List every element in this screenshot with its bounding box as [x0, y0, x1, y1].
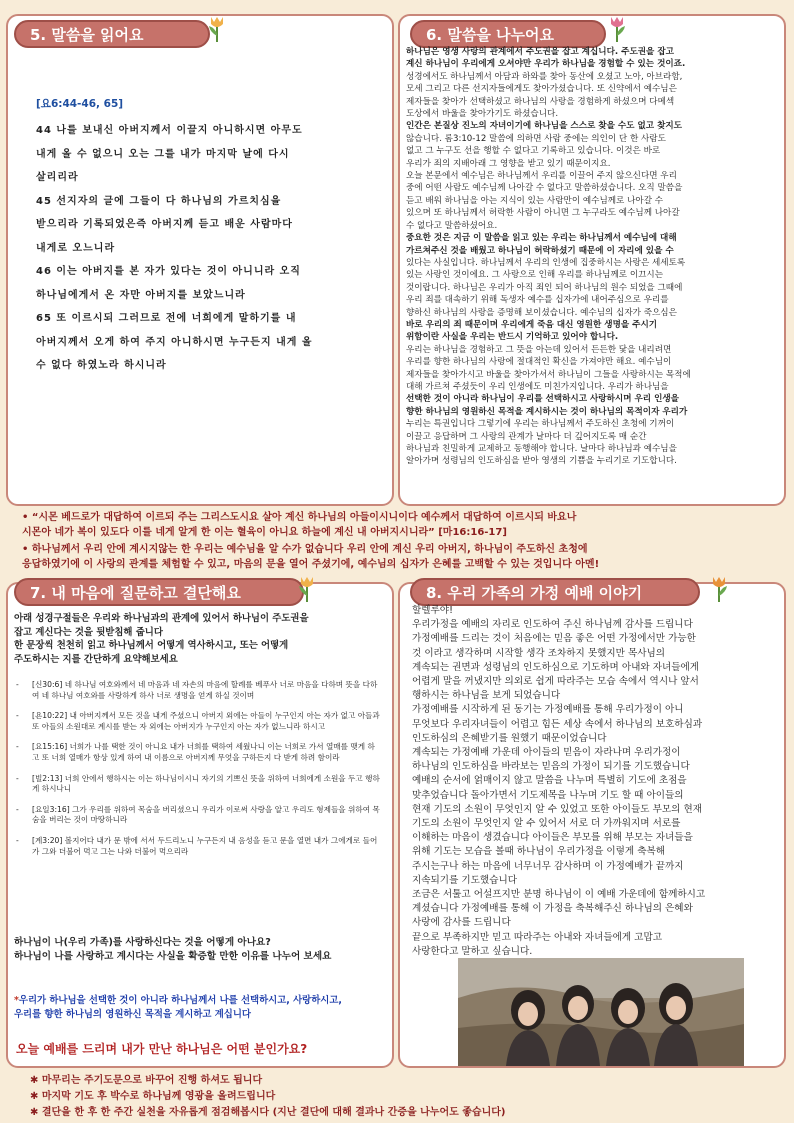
verse-line: 44 나를 보내신 아버지께서 이끌지 아니하시면 아무도	[36, 125, 303, 136]
testimony-line: 지속되기를 기도했습니다	[412, 874, 517, 886]
reflection-line: 제자들을 찾아가 선택하셨고 하나님의 사랑을 경험하게 하셨으며 다메섹	[406, 96, 675, 107]
reflection-line: 우리 죄를 대속하기 위해 독생자 예수를 십자가에 내어주심으로 우리를	[406, 295, 669, 306]
reflection-line: 수 없다고 말씀하셨어요.	[406, 220, 498, 231]
bullet-dash: -	[16, 711, 19, 721]
verse-ref: 빌2:13	[34, 773, 60, 783]
testimony-line: 어렵게 말을 꺼냈지만 의외로 쉽게 따라주는 모습 속에서 역시나 앞서	[412, 676, 699, 688]
reflection-line: 위함이란 사실을 우리는 반드시 기억하고 있어야 합니다.	[406, 332, 619, 343]
section7-title: 7. 내 마음에 질문하고 결단해요	[14, 578, 304, 606]
testimony-line: 사랑에 감사를 드립니다	[412, 917, 511, 929]
verse-summary-item	[16, 742, 382, 763]
reflection-line: 없고 그 누구도 선을 행할 수 없다고 기록하고 있습니다. 이것은 바로	[406, 146, 661, 157]
testimony-line: 계속되는 권면과 성령님의 인도하심으로 기도하며 아내와 자녀들에게	[412, 661, 700, 673]
reflection-line: 우리가 죄의 지배아래 그 영향을 받고 있기 때문이지요.	[406, 158, 611, 169]
scripture-passage	[36, 96, 356, 378]
testimony-line: 끝으로 부족하지만 믿고 따라주는 아내와 자녀들에게 고맙고	[412, 931, 662, 943]
reflection-line: 이끌고 응답하며 그 사랑의 관계가 날마다 더 깊어지도록 매 순간	[406, 431, 647, 442]
reflection-line: 계신 하나님이 우리에게 오셔야만 우리가 하나님을 경험할 수 있는 것이죠.	[406, 59, 686, 70]
tulip-icon	[296, 574, 318, 604]
verse-summary-text: [빌2:13] 너희 안에서 행하시는 이는 하나님이시니 자기의 기쁘신 뜻을 위하여 너희에게 소원을 두고 행하게 하시나니	[32, 773, 380, 794]
reflection-line: 누리는 특권입니다 그렇기에 우리는 하나님께서 주도하신 초청에 기꺼이	[406, 419, 675, 430]
verse-text: 그가 우리를 위하여 목숨을 버리셨으니 우리가 이로써 사랑을 알고 우리도 형제들을 위하여 목숨을 버리는 것이 마땅하니라	[32, 804, 380, 825]
section7-intro	[14, 612, 386, 666]
reflection-line: 우리는 하나님을 경험하고 그 뜻을 아는데 있어서 든든한 닻을 내리려면	[406, 344, 672, 355]
reflection-line: 인간은 본질상 진노의 자녀이기에 하나님을 스스로 찾을 수도 없고 찾지도	[406, 121, 682, 132]
reflection-line: 성경에서도 하나님께서 아담과 하와를 찾아 동산에 오셨고 노아, 아브라함,	[406, 71, 683, 82]
reflection-line: 있으며 또 하나님께서 허락한 사람이 아니면 그 누구라도 예수님께 나아갈	[406, 208, 680, 219]
intro-line: 한 문장씩 천천히 읽고 하나님께서 어떻게 역사하시고, 또는 어떻게	[14, 640, 289, 652]
section8-body	[412, 604, 778, 959]
verse-text: 너희가 나를 택한 것이 아니요 내가 너희를 택하여 세웠나니 이는 너희로 가서 열매를 맺게 하고 또 너희 열매가 항상 있게 하여 내 이름으로 아버지께 무엇을 구하든지 다 받게 하려 함이라	[32, 742, 375, 762]
verse-summary-text: [욘10:22] 내 아버지께서 모든 것을 내게 주셨으니 아버지 외에는 아들이 누구인지 아는 자가 없고 아들과 또 아들의 소원대로 계시를 받는 자 외에는 아버지가 누구인지 아는 자가 없느니라 하시고	[32, 711, 380, 731]
bible-quote-line-2: 시몬아 네가 복이 있도다 이를 네게 알게 한 이는 혈육이 아니요 하늘에 계신 내 아버지시니라” [마16:16-17]	[22, 527, 507, 538]
testimony-line: 기도의 소원이 무엇인지 알 수 있어서 서로 더 가까워지며 서로를	[412, 818, 681, 830]
verse-line: 받으리라 기록되었은즉 아버지께 듣고 배운 사람마다	[36, 219, 293, 230]
reflection-line: 하나님과 친밀하게 교제하고 동행해야 합니다. 날마다 하나님과 예수님을	[406, 444, 677, 454]
footer-note-1: ✱ 마무리는 주기도문으로 바꾸어 진행 하셔도 됩니다	[30, 1075, 263, 1086]
verse-line: 45 선지자의 글에 그들이 다 하나님의 가르치심을	[36, 195, 282, 207]
note-line: 우리를 향한 하나님의 영원하신 목적을 계시하고 계십니다	[14, 1008, 251, 1020]
bullet-dash: -	[16, 835, 19, 845]
testimony-line: 무엇보다 우리자녀들이 어렵고 힘든 세상 속에서 하나님의 보호하심과	[412, 718, 703, 730]
testimony-line: 현재 기도의 소원이 무엇인지 알 수 있었고 또한 아이들도 부모의 현재	[412, 803, 702, 815]
verse-text: 네 하나님 여호와께서 네 마음과 네 자손의 마음에 할례를 베푸사 너로 마음을 다하며 뜻을 다하여 네 하나님 여호와를 사랑하게 하사 너로 생명을 얻게 하실 것이며	[32, 680, 378, 700]
summary-line-2: 응답하였기에 이 사랑의 관계를 체험할 수 있고, 마음의 문을 열어 주셨기에, 예수님의 십자가 은혜를 고백할 수 있는 것입니다 아멘!	[22, 559, 600, 570]
question-line: 하나님이 나(우리 가족)를 사랑하신다는 것을 어떻게 아나요?	[14, 937, 271, 948]
tulip-icon	[606, 14, 628, 44]
reflection-line: 알아가며 성령님의 인도하심을 받아 영생의 기쁨을 누리기로 기도합니다.	[406, 456, 677, 467]
question-line: 하나님이 나를 사랑하고 계시다는 사실을 확증할 만한 이유를 나누어 보세요	[14, 951, 332, 962]
verse-line: 살리리라	[36, 172, 79, 183]
verse-summary-item	[16, 836, 382, 857]
verse-ref: 계3:20	[34, 835, 60, 845]
testimony-line: 우리가정을 예배의 자리로 인도하여 주신 하나님께 감사를 드립니다	[412, 619, 693, 631]
verse-line: 아버지께서 오게 하여 주지 아니하시면 누구든지 내게 올	[36, 336, 313, 348]
verse-summary-text: [계3:20] 볼지어다 내가 문 밖에 서서 두드리노니 누구든지 내 음성을 듣고 문을 열면 내가 그에게로 들어가 그와 더불어 먹고 그는 나와 더불어 먹으리라	[32, 835, 378, 856]
verse-text: 볼지어다 내가 문 밖에 서서 두드리노니 누구든지 내 음성을 듣고 문을 열면 내가 그에게로 들어가 그와 더불어 먹고 그는 나와 더불어 먹으리라	[32, 835, 378, 856]
reflection-line: 있다는 사실입니다. 하나님께서 우리의 인생에 집중하시는 사랑은 세세토록	[406, 257, 686, 268]
verse-summary-text: [요일3:16] 그가 우리를 위하여 목숨을 버리셨으니 우리가 이로써 사랑을 알고 우리도 형제들을 위하여 목숨을 버리는 것이 마땅하니라	[32, 804, 380, 825]
verse-line: 내게 올 수 없으니 오는 그를 내가 마지막 날에 다시	[36, 148, 290, 160]
testimony-line: 주시는구나 하는 마음에 너무너무 감사하며 이 가정예배가 끝까지	[412, 860, 684, 872]
reflection-line: 듣고 배워 하나님을 아는 지식이 있는 사람만이 예수님께로 나아갈 수	[406, 195, 664, 206]
reflection-line: 모세 그리고 다른 선지자들에게도 찾아가셨습니다. 또 신약에서 예수님은	[406, 84, 677, 95]
verse-summary-list	[16, 670, 382, 857]
note-star: *	[14, 995, 19, 1006]
tulip-icon	[708, 574, 730, 604]
testimony-line: 예배의 순서에 얽매이지 않고 말씀을 나누며 특별히 기도에 초점을	[412, 775, 687, 787]
reflection-line: 중에 어떤 사람도 예수님께 나아갈 수 없다고 말씀하셨습니다. 오직 말씀을	[406, 183, 683, 194]
section6-body	[406, 46, 782, 468]
section7-note	[14, 994, 386, 1021]
verse-line: 65 또 이르시되 그러므로 전에 너희에게 말하기를 내	[36, 313, 297, 324]
bullet-dash: -	[16, 680, 19, 689]
reflection-line: 바로 우리의 죄 때문이며 우리에게 죽음 대신 영원한 생명을 주시기	[406, 319, 658, 330]
section6-title: 6. 말씀을 나누어요	[410, 20, 606, 48]
testimony-line: 맞추었습니다 돌아가면서 기도제목을 나누며 기도 할 때 아이들의	[412, 789, 684, 801]
bullet-dash: -	[16, 742, 19, 752]
intro-line: 잡고 계신다는 것을 뒷받침해 줍니다	[14, 626, 163, 638]
testimony-line: 계속되는 가정예배 가운데 아이들의 믿음이 자라나며 우리가정이	[412, 747, 681, 759]
testimony-line: 행하시는 하나님을 보게 되었습니다	[412, 690, 561, 702]
reflection-line: 오늘 본문에서 예수님은 하나님께서 우리를 이끌어 주지 않으신다면 우리	[406, 171, 677, 182]
tulip-icon	[206, 14, 228, 44]
verse-summary-text: [요15:16] 너희가 나를 택한 것이 아니요 내가 너희를 택하여 세웠나니 이는 너희로 가서 열매를 맺게 하고 또 너희 열매가 항상 있게 하여 내 이름으로 아버지께 무엇을 구하든지 다 받게 하려 함이라	[32, 742, 375, 762]
testimony-line: 조금은 서툴고 어설프지만 분명 하나님이 이 예배 가운데에 함께하시고	[412, 889, 706, 901]
verse-ref: 욘10:22	[34, 711, 65, 721]
section7-question	[14, 936, 386, 964]
intro-line: 아래 성경구절들은 우리와 하나님과의 관계에 있어서 하나님이 주도권을	[14, 613, 309, 624]
reflection-line: 가르쳐주신 것을 배웠고 하나님이 허락하셨기 때문에 이 자리에 있을 수	[406, 245, 674, 256]
reflection-line: 중요한 것은 지금 이 말씀을 읽고 있는 우리는 하나님께서 예수님에 대해	[406, 233, 677, 244]
summary-line-1: • 하나님께서 우리 안에 계시지않는 한 우리는 예수님을 알 수가 없습니다 우리 안에 계신 우리 아버지, 하나님이 주도하신 초청에	[22, 544, 588, 555]
reflection-line: 하나님은 영생 사랑의 관계에서 주도권을 잡고 계십니다. 주도권을 잡고	[406, 47, 674, 57]
reflection-line: 향하신 하나님의 사랑을 증명해 보이셨습니다. 예수님의 십자가 죽으심은	[406, 307, 677, 318]
testimony-line: 하나님의 인도하심을 바라보는 믿음의 가정이 되기를 기도했습니다	[412, 761, 690, 773]
testimony-line: 사랑한다고 말하고 싶습니다.	[412, 945, 533, 957]
verse-summary-item	[16, 805, 382, 826]
verse-summary-item	[16, 711, 382, 732]
verse-ref: 신30:6	[34, 680, 60, 689]
family-photo	[458, 958, 744, 1066]
reflection-line: 대해 가르쳐 주셨듯이 우리 인생에도 미친가지입니다. 우리가 하나님을	[406, 381, 669, 392]
bullet-dash: -	[16, 773, 19, 783]
intro-line: 주도하시는 지를 간단하게 요약해보세요	[14, 653, 178, 665]
bible-quote-line-1: • “시몬 베드로가 대답하여 이르되 주는 그리스도시요 살아 계신 하나님의 아들이시니이다 예수께서 대답하여 이르시되 바요나	[22, 512, 577, 523]
reflection-line: 것이랍니다. 하나님은 우리가 아직 죄인 되어 하나님의 원수 되었을 그때에	[406, 282, 683, 293]
verse-summary-item	[16, 774, 382, 795]
verse-ref: 요15:16	[34, 742, 65, 752]
footer-note-2: ✱ 마지막 기도 후 박수로 하나님께 영광을 올려드립니다	[30, 1091, 276, 1102]
verse-line: 내게로 오느니라	[36, 242, 116, 254]
section8-title: 8. 우리 가족의 가정 예배 이야기	[410, 578, 700, 606]
note-line: 우리가 하나님을 선택한 것이 아니라 하나님께서 나를 선택하시고, 사랑하시고,	[18, 995, 342, 1006]
verse-text: 너희 안에서 행하시는 이는 하나님이시니 자기의 기쁘신 뜻을 위하여 너희에게 소원을 두고 행하게 하시나니	[32, 773, 380, 794]
testimony-line: 인도하심의 은혜받기를 원했기 때문이었습니다	[412, 732, 607, 744]
verse-line: 수 없다 하였노라 하시니라	[36, 360, 167, 371]
scripture-reference: [요6:44-46, 65]	[36, 98, 124, 110]
reflection-line: 선택한 것이 아니라 하나님이 우리를 선택하시고 사랑하시며 우리 인생을	[406, 394, 679, 405]
section5-title: 5. 말씀을 읽어요	[14, 20, 210, 48]
reflection-line: 있는 사랑인 것이에요. 그 사랑으로 인해 우리를 하나님께로 이끄시는	[406, 270, 664, 281]
verse-text: 내 아버지께서 모든 것을 내게 주셨으니 아버지 외에는 아들이 누구인지 아는 자가 없고 아들과 또 아들의 소원대로 계시를 받는 자 외에는 아버지가 누구인지 아는 자가 없느니라 하시고	[32, 711, 380, 731]
verse-summary-text: [신30:6] 네 하나님 여호와께서 네 마음과 네 자손의 마음에 할례를 베푸사 너로 마음을 다하며 뜻을 다하여 네 하나님 여호와를 사랑하게 하사 너로 생명을 얻게 하실 것이며	[32, 680, 378, 700]
verse-line: 46 이는 아버지를 본 자가 있다는 것이 아니니라 오직	[36, 266, 301, 277]
verse-ref: 요일3:16	[34, 804, 67, 814]
verse-summary-item	[16, 680, 382, 701]
testimony-line: 할렐루야!	[412, 605, 453, 616]
testimony-line: 가정예배를 시작하게 된 동기는 가정예배를 통해 우리가정이 아니	[412, 704, 684, 716]
closing-question: 오늘 예배를 드리며 내가 만난 하나님은 어떤 분인가요?	[16, 1042, 308, 1056]
testimony-line: 것 이라고 생각하며 시작할 생각 조차하지 못했지만 목사님의	[412, 647, 666, 659]
reflection-line: 우리를 향한 하나님의 사랑에 절대적인 확신을 가져야만 해요. 예수님이	[406, 357, 672, 368]
reflection-line: 않습니다. 롬3:10-12 말씀에 의하면 사람 중에는 의인이 단 한 사람도	[406, 133, 666, 144]
verse-line: 하나님에게서 온 자만 아버지를 보았느니라	[36, 289, 246, 301]
verse-list	[36, 119, 356, 378]
testimony-line: 가정예배를 드리는 것이 처음에는 믿음 좋은 어떤 가정에서만 가능한	[412, 633, 696, 645]
reflection-line: 제자들을 찾아가시고 바울을 찾아가셔서 하나님이 그들을 사랑하시는 목적에	[406, 369, 691, 380]
footer-note-3: ✱ 결단을 한 후 한 주간 실천을 자유롭게 점검해봅시다 (지난 결단에 대해 결과나 간증을 나누어도 좋습니다)	[30, 1107, 506, 1118]
testimony-line: 위해 기도는 모습을 볼때 하나님이 우리가정을 이렇게 축복해	[412, 846, 666, 858]
testimony-line: 계셨습니다 가정예배를 통해 이 가정을 축복해주신 하나님의 은혜와	[412, 903, 693, 915]
testimony-line: 이해하는 마음이 생겼습니다 아이들은 부모를 위해 부모는 자녀들을	[412, 832, 693, 844]
bullet-dash: -	[16, 804, 19, 814]
reflection-line: 도상에서 바울을 찾아가기도 하셨습니다.	[406, 109, 559, 120]
reflection-line: 향한 하나님의 영원하신 목적을 계시하시는 것이 하나님의 목적이자 우리가	[406, 406, 688, 417]
